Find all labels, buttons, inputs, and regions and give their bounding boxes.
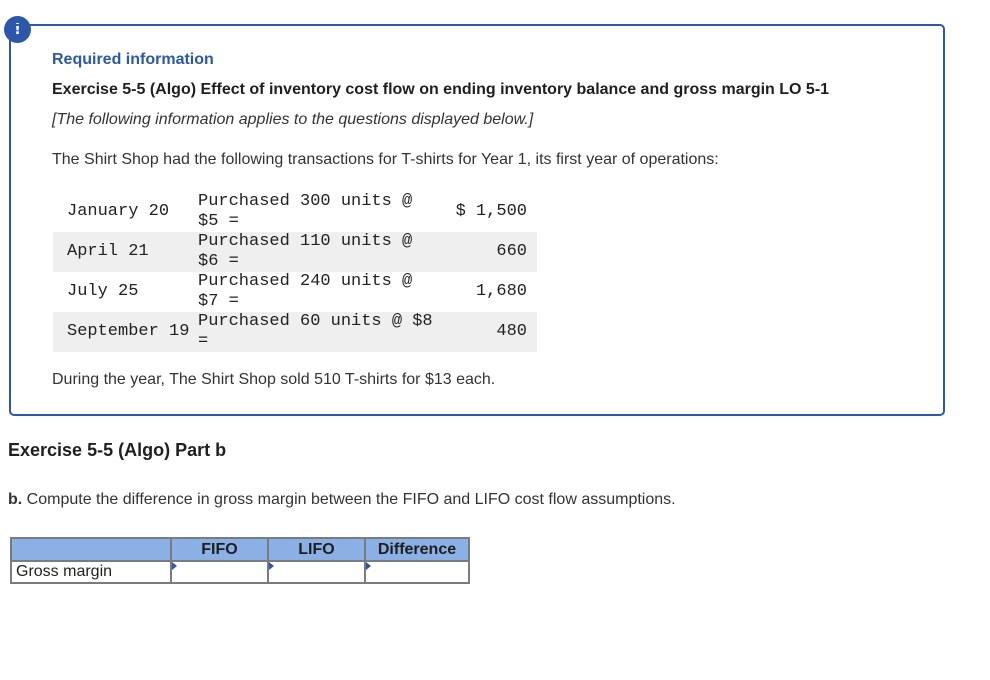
question-text [8, 491, 676, 509]
transaction-row [53, 232, 537, 272]
transaction-date: September 19 [67, 322, 190, 341]
transaction-amount: $ 1,500 [455, 202, 527, 221]
cell-marker-icon [172, 562, 177, 570]
part-title: Exercise 5-5 (Algo) Part b [8, 440, 227, 460]
answer-table-header-row [11, 538, 469, 561]
question-body: Compute the difference in gross margin between the FIFO and LIFO cost flow assumptions. [26, 491, 676, 508]
transaction-amount: 480 [496, 322, 527, 341]
transaction-description: Purchased 240 units @ $7 = [198, 272, 413, 311]
header-difference: Difference [365, 538, 469, 561]
transaction-amount: 660 [496, 242, 527, 261]
transaction-row [53, 312, 537, 352]
fifo-gross-margin-input[interactable] [172, 562, 267, 582]
transactions-table [53, 192, 537, 352]
transaction-row [53, 272, 537, 312]
transaction-description: Purchased 110 units @ $6 = [198, 232, 413, 271]
applies-note: [The following information applies to the questions displayed below.] [52, 111, 534, 128]
difference-input[interactable] [366, 562, 468, 582]
gross-margin-label: Gross margin [11, 561, 171, 583]
question-prefix: b. [8, 491, 23, 508]
transaction-amount: 1,680 [475, 282, 527, 301]
header-lifo: LIFO [268, 538, 365, 561]
sold-note: During the year, The Shirt Shop sold 510 T-shirts for $13 each. [52, 371, 496, 388]
lifo-gross-margin-input[interactable] [269, 562, 364, 582]
exercise-title: Exercise 5-5 (Algo) Effect of inventory cost flow on ending inventory balance and gross margin LO 5-1 [52, 81, 830, 98]
exclamation-icon: ! [4, 16, 31, 43]
header-fifo: FIFO [171, 538, 268, 561]
lifo-cell [268, 561, 365, 583]
transaction-description: Purchased 300 units @ $5 = [198, 192, 413, 231]
table-row [11, 561, 469, 583]
transaction-row [53, 192, 537, 232]
intro-text: The Shirt Shop had the following transactions for T-shirts for Year 1, its first year of operations: [52, 151, 719, 168]
cell-marker-icon [269, 562, 274, 570]
fifo-cell [171, 561, 268, 583]
gross-margin-answer-table [10, 537, 470, 584]
transaction-description: Purchased 60 units @ $8 = [198, 312, 433, 351]
required-information-title: Required information [52, 51, 214, 68]
transaction-date: January 20 [67, 202, 170, 221]
header-blank [11, 538, 171, 561]
transaction-date: April 21 [67, 242, 149, 261]
transaction-date: July 25 [67, 282, 139, 301]
cell-marker-icon [366, 562, 371, 570]
difference-cell [365, 561, 469, 583]
